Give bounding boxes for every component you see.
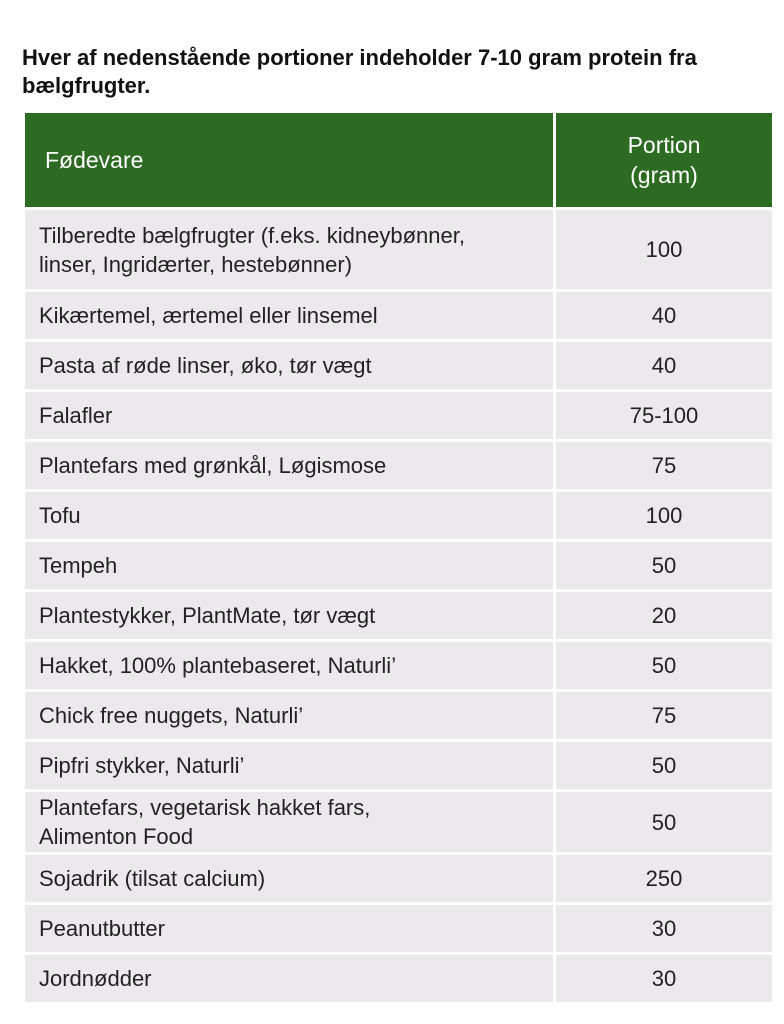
portion-cell: 50: [556, 742, 772, 789]
table-row: [25, 210, 772, 289]
food-cell: Chick free nuggets, Naturli’: [25, 692, 553, 739]
portion-cell: 75: [556, 442, 772, 489]
portion-cell: 30: [556, 955, 772, 1002]
protein-portion-table: [22, 110, 775, 1005]
table-row: [25, 905, 772, 952]
column-header-food: [25, 113, 553, 207]
table-row: [25, 855, 772, 902]
food-cell: Hakket, 100% plantebaseret, Naturli’: [25, 642, 553, 689]
food-cell: Tempeh: [25, 542, 553, 589]
food-cell: Plantestykker, PlantMate, tør vægt: [25, 592, 553, 639]
food-name-line1: Plantefars, vegetarisk hakket fars,: [39, 795, 371, 820]
column-header-food-label: Fødevare: [45, 147, 144, 173]
food-cell: Peanutbutter: [25, 905, 553, 952]
portion-cell: 30: [556, 905, 772, 952]
table-row: [25, 342, 772, 389]
food-cell: Tofu: [25, 492, 553, 539]
food-name-line1: Tilberedte bælgfrugter (f.eks. kidneybønner,: [39, 222, 465, 248]
column-header-portion: [556, 113, 772, 207]
table-row: [25, 792, 772, 852]
table-row: [25, 742, 772, 789]
portion-cell: 75-100: [556, 392, 772, 439]
portion-cell: 100: [556, 210, 772, 289]
column-header-portion-line1: Portion: [627, 132, 701, 158]
table-row: [25, 292, 772, 339]
table-row: [25, 592, 772, 639]
portion-cell: 50: [556, 792, 772, 852]
food-cell: [25, 792, 553, 852]
food-cell: [25, 210, 553, 289]
food-cell: Jordnødder: [25, 955, 553, 1002]
food-cell: Kikærtemel, ærtemel eller linsemel: [25, 292, 553, 339]
portion-cell: 40: [556, 292, 772, 339]
food-name-line2: Alimenton Food: [39, 824, 194, 849]
portion-cell: 250: [556, 855, 772, 902]
food-cell: Falafler: [25, 392, 553, 439]
column-header-portion-line2: (gram): [630, 162, 698, 188]
table-header-row: [25, 113, 772, 207]
table-row: [25, 442, 772, 489]
food-cell: Pasta af røde linser, øko, tør vægt: [25, 342, 553, 389]
portion-cell: 100: [556, 492, 772, 539]
portion-cell: 20: [556, 592, 772, 639]
page-heading: Hver af nedenstående portioner indeholder 7-10 gram protein fra bælgfrugter.: [22, 45, 697, 98]
table-row: [25, 492, 772, 539]
table-row: [25, 392, 772, 439]
table-row: [25, 955, 772, 1002]
table-row: [25, 542, 772, 589]
table-row: [25, 642, 772, 689]
portion-cell: 40: [556, 342, 772, 389]
food-cell: Plantefars med grønkål, Løgismose: [25, 442, 553, 489]
table-row: [25, 692, 772, 739]
food-name-line2: linser, Ingridærter, hestebønner): [39, 251, 353, 277]
portion-cell: 50: [556, 542, 772, 589]
portion-cell: 75: [556, 692, 772, 739]
portion-cell: 50: [556, 642, 772, 689]
food-cell: Sojadrik (tilsat calcium): [25, 855, 553, 902]
food-cell: Pipfri stykker, Naturli’: [25, 742, 553, 789]
